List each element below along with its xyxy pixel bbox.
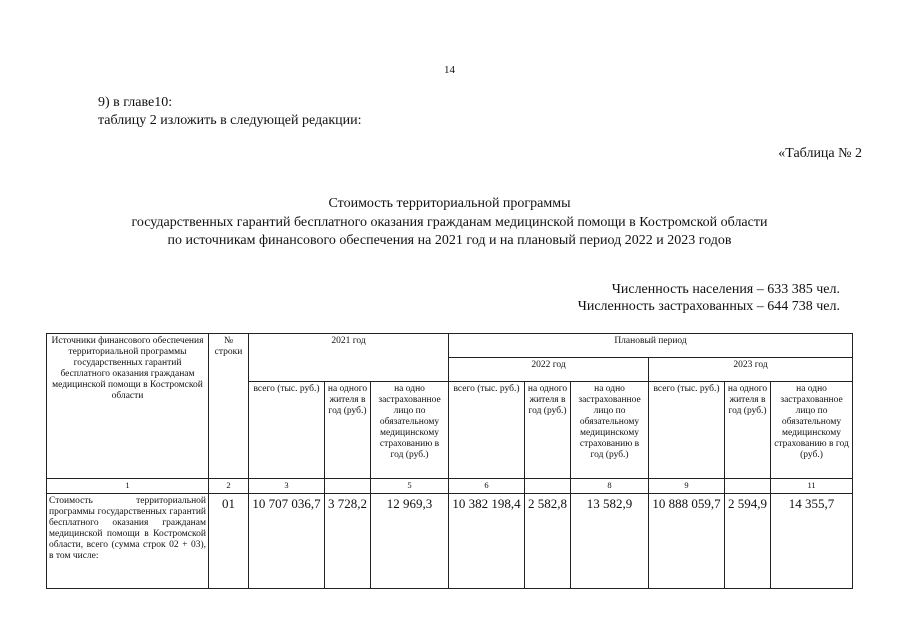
population-count: Численность населения – 633 385 чел.	[611, 282, 840, 297]
header-2021: 2021 год	[249, 334, 449, 382]
row-label: Стоимость территориальной программы государственных гарантий бесплатного оказания гражданам медицинской помощи в Костромской области, всего (сумма строк 02 + 03), в том числе:	[47, 494, 209, 589]
column-number: 11	[771, 479, 853, 494]
cell-2022-per-insured: 13 582,9	[571, 494, 649, 589]
cell-2023-per-insured: 14 355,7	[771, 494, 853, 589]
header-2023: 2023 год	[649, 358, 853, 382]
financing-table	[46, 333, 853, 589]
table-reference: «Таблица № 2	[778, 146, 862, 161]
header-2022-per-insured: на одно застрахованное лицо по обязательному медицинскому страхованию в год (руб.)	[571, 382, 649, 479]
amendment-item: 9) в главе10:	[98, 95, 173, 110]
header-2023-per-resident: на одного жителя в год (руб.)	[725, 382, 771, 479]
column-number: 8	[571, 479, 649, 494]
column-number: 9	[649, 479, 725, 494]
header-2021-per-resident: на одного жителя в год (руб.)	[325, 382, 371, 479]
cell-2023-per-resident: 2 594,9	[725, 494, 771, 589]
header-2022: 2022 год	[449, 358, 649, 382]
cell-2022-per-resident: 2 582,8	[525, 494, 571, 589]
table-title-line-3: по источникам финансового обеспечения на 2021 год и на плановый период 2022 и 2023 годов	[167, 233, 732, 248]
row-number: 01	[209, 494, 249, 589]
header-2022-total: всего (тыс. руб.)	[449, 382, 525, 479]
cell-2021-per-resident: 3 728,2	[325, 494, 371, 589]
cell-2022-total: 10 382 198,4	[449, 494, 525, 589]
cell-2021-per-insured: 12 969,3	[371, 494, 449, 589]
insured-count: Численность застрахованных – 644 738 чел.	[577, 299, 840, 314]
column-number: 3	[249, 479, 325, 494]
header-2023-total: всего (тыс. руб.)	[649, 382, 725, 479]
column-number: 1	[47, 479, 209, 494]
amendment-instruction: таблицу 2 изложить в следующей редакции:	[98, 113, 362, 128]
column-number: 2	[209, 479, 249, 494]
header-2021-total: всего (тыс. руб.)	[249, 382, 325, 479]
header-2022-per-resident: на одного жителя в год (руб.)	[525, 382, 571, 479]
header-source: Источники финансового обеспечения территориальной программы государственных гарантий бесплатного оказания гражданам медицинской помощи в Костромской области	[47, 334, 209, 479]
table-title-line-1: Стоимость территориальной программы	[328, 196, 571, 211]
header-2021-per-insured: на одно застрахованное лицо по обязательному медицинскому страхованию в год (руб.)	[371, 382, 449, 479]
page-number: 14	[444, 64, 455, 76]
table-title-line-2: государственных гарантий бесплатного оказания гражданам медицинской помощи в Костромской области	[131, 215, 768, 230]
header-2023-per-insured: на одно застрахованное лицо по обязательному медицинскому страхованию в год (руб.)	[771, 382, 853, 479]
cell-2021-total: 10 707 036,7	[249, 494, 325, 589]
column-number	[525, 479, 571, 494]
header-row-number: № строки	[209, 334, 249, 479]
column-number: 5	[371, 479, 449, 494]
column-number	[725, 479, 771, 494]
cell-2023-total: 10 888 059,7	[649, 494, 725, 589]
column-number: 6	[449, 479, 525, 494]
table-row	[47, 494, 853, 589]
header-planned-period: Плановый период	[449, 334, 853, 358]
column-number	[325, 479, 371, 494]
